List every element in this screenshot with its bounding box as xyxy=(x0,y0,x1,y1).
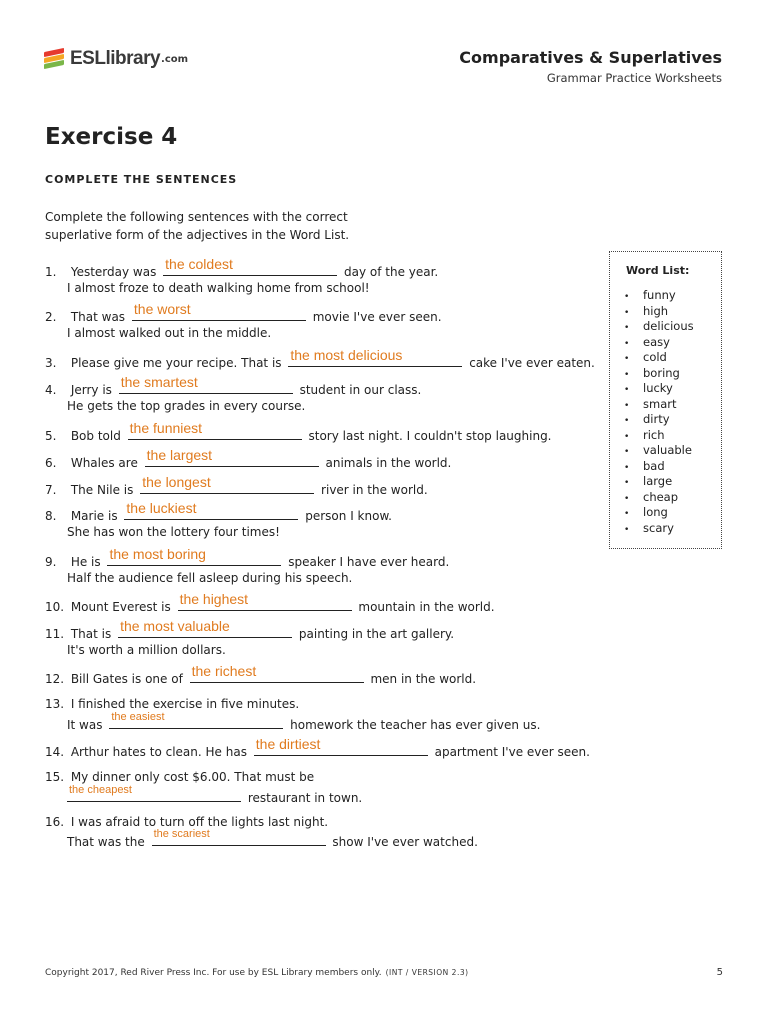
item-continuation: I almost froze to death walking home from school! xyxy=(67,281,370,295)
word-list-item: • scary xyxy=(624,521,694,537)
item-text: Arthur hates to clean. He has xyxy=(70,745,247,759)
answer-blank[interactable] xyxy=(163,256,337,276)
item-number: 1. xyxy=(45,265,57,279)
item-text: restaurant in town. xyxy=(247,791,363,805)
item-number: 15. xyxy=(45,770,65,784)
esl-library-logo xyxy=(44,46,188,72)
item-text: Marie is xyxy=(70,509,118,523)
answer-text: the funniest xyxy=(129,420,203,436)
answer-blank[interactable] xyxy=(128,420,302,440)
answer-text: the longest xyxy=(142,474,211,490)
item-text: Bill Gates is one of xyxy=(70,672,183,686)
answer-text: the richest xyxy=(191,663,257,679)
answer-text: the scariest xyxy=(153,828,210,840)
item-text: story last night. I couldn't stop laughing. xyxy=(308,429,552,443)
item-text: movie I've ever seen. xyxy=(312,310,442,324)
item-text: Yesterday was xyxy=(70,265,157,279)
word-list-item: • cold xyxy=(624,350,694,366)
item-number: 9. xyxy=(45,555,57,569)
item-continuation: He gets the top grades in every course. xyxy=(67,399,306,413)
word-list-item: • rich xyxy=(624,428,694,444)
answer-text: the most boring xyxy=(109,546,206,562)
word-list-box xyxy=(609,251,722,549)
item-number: 4. xyxy=(45,383,57,397)
answer-blank[interactable] xyxy=(140,474,314,494)
item-number: 7. xyxy=(45,483,57,497)
word-list-item: • cheap xyxy=(624,490,694,506)
item-text: It was xyxy=(67,718,103,732)
item-text: day of the year. xyxy=(343,265,439,279)
answer-blank[interactable] xyxy=(254,736,428,756)
instructions: Complete the following sentences with the correct superlative form of the adjectives in the Word List. xyxy=(45,210,350,242)
word-list-title: Word List: xyxy=(626,264,690,277)
answer-blank[interactable] xyxy=(190,663,364,683)
answer-text: the easiest xyxy=(111,711,165,723)
exercise-item-8 xyxy=(45,500,392,523)
word-list-item: • long xyxy=(624,505,694,521)
item-number: 2. xyxy=(45,310,57,324)
item-text: speaker I have ever heard. xyxy=(288,555,450,569)
item-continuation: She has won the lottery four times! xyxy=(67,525,280,539)
exercise-title: Exercise 4 xyxy=(45,124,178,150)
footer-copyright xyxy=(45,968,469,978)
item-text: Please give me your recipe. That is xyxy=(70,356,282,370)
item-text: That is xyxy=(70,627,112,641)
copyright-text: Copyright 2017, Red River Press Inc. For use by ESL Library members only. xyxy=(45,968,382,978)
exercise-item-5 xyxy=(45,420,552,443)
version-text: (INT / VERSION 2.3) xyxy=(385,968,469,977)
item-text: Jerry is xyxy=(70,383,112,397)
answer-text: the smartest xyxy=(120,374,198,390)
item-text: cake I've ever eaten. xyxy=(469,356,595,370)
exercise-item-1 xyxy=(45,256,439,279)
answer-blank[interactable] xyxy=(118,618,292,638)
item-text: He is xyxy=(70,555,101,569)
word-list-item: • bad xyxy=(624,459,694,475)
item-text: animals in the world. xyxy=(325,456,452,470)
item-number: 10. xyxy=(45,600,65,614)
item-text: I was afraid to turn off the lights last night. xyxy=(70,815,329,829)
item-text: Whales are xyxy=(70,456,138,470)
word-list-item: • dirty xyxy=(624,412,694,428)
item-number: 11. xyxy=(45,627,65,641)
word-list-item: • smart xyxy=(624,397,694,413)
word-list-item: • high xyxy=(624,304,694,320)
answer-text: the coldest xyxy=(165,256,233,272)
answer-text: the highest xyxy=(179,591,249,607)
item-text: homework the teacher has ever given us. xyxy=(290,718,541,732)
answer-blank[interactable] xyxy=(132,301,306,321)
item-text: The Nile is xyxy=(70,483,134,497)
answer-blank[interactable] xyxy=(152,828,326,846)
item-number: 6. xyxy=(45,456,57,470)
item-text: I finished the exercise in five minutes. xyxy=(70,697,300,711)
answer-blank[interactable] xyxy=(288,347,462,367)
exercise-item-6 xyxy=(45,447,452,470)
item-text: That was xyxy=(70,310,126,324)
item-number: 3. xyxy=(45,356,57,370)
exercise-item-11 xyxy=(45,618,455,641)
answer-text: the most delicious xyxy=(290,347,403,363)
logo-suffix: .com xyxy=(161,53,189,65)
word-list xyxy=(624,288,694,536)
item-text: river in the world. xyxy=(321,483,428,497)
answer-blank[interactable] xyxy=(109,711,283,729)
answer-blank[interactable] xyxy=(119,374,293,394)
answer-blank[interactable] xyxy=(145,447,319,467)
word-list-item: • large xyxy=(624,474,694,490)
exercise-item-7 xyxy=(45,474,428,497)
item-text: apartment I've ever seen. xyxy=(434,745,590,759)
item-continuation xyxy=(67,711,541,732)
word-list-item: • funny xyxy=(624,288,694,304)
item-number: 16. xyxy=(45,815,65,829)
answer-text: the largest xyxy=(146,447,213,463)
word-list-item: • easy xyxy=(624,335,694,351)
item-number: 14. xyxy=(45,745,65,759)
item-continuation: I almost walked out in the middle. xyxy=(67,326,272,340)
exercise-item-13 xyxy=(45,695,299,713)
answer-text: the cheapest xyxy=(69,784,132,796)
word-list-item: • boring xyxy=(624,366,694,382)
item-number: 12. xyxy=(45,672,65,686)
item-text: Mount Everest is xyxy=(70,600,171,614)
exercise-item-4 xyxy=(45,374,422,397)
answer-text: the luckiest xyxy=(126,500,197,516)
item-continuation: It's worth a million dollars. xyxy=(67,643,226,657)
item-number: 5. xyxy=(45,429,57,443)
item-text: My dinner only cost $6.00. That must be xyxy=(70,770,315,784)
logo-books-icon xyxy=(44,48,66,70)
item-text: That was the xyxy=(67,835,145,849)
item-continuation: Half the audience fell asleep during his speech. xyxy=(67,571,353,585)
answer-blank[interactable] xyxy=(67,784,241,802)
page-number: 5 xyxy=(716,967,723,978)
item-text: Bob told xyxy=(70,429,121,443)
exercise-item-10 xyxy=(45,591,495,614)
answer-blank[interactable] xyxy=(107,546,281,566)
item-text: men in the world. xyxy=(370,672,477,686)
item-number: 13. xyxy=(45,697,65,711)
exercise-item-12 xyxy=(45,663,477,686)
item-text: mountain in the world. xyxy=(358,600,495,614)
exercise-item-3 xyxy=(45,347,595,370)
answer-blank[interactable] xyxy=(178,591,352,611)
answer-blank[interactable] xyxy=(124,500,298,520)
answer-text: the worst xyxy=(133,301,191,317)
logo-text: ESLlibrary xyxy=(70,48,161,69)
worksheet-subtitle: Grammar Practice Worksheets xyxy=(546,71,722,85)
word-list-item: • lucky xyxy=(624,381,694,397)
section-heading: COMPLETE THE SENTENCES xyxy=(45,173,238,186)
item-text: show I've ever watched. xyxy=(332,835,478,849)
worksheet-title: Comparatives & Superlatives xyxy=(459,48,722,67)
item-text: person I know. xyxy=(305,509,392,523)
exercise-item-9 xyxy=(45,546,450,569)
item-continuation xyxy=(64,784,363,805)
exercise-item-14 xyxy=(45,736,590,759)
answer-text: the dirtiest xyxy=(255,736,321,752)
item-continuation xyxy=(67,828,478,849)
item-text: student in our class. xyxy=(299,383,422,397)
answer-text: the most valuable xyxy=(120,618,230,634)
word-list-item: • valuable xyxy=(624,443,694,459)
exercise-item-2 xyxy=(45,301,442,324)
item-text: painting in the art gallery. xyxy=(298,627,455,641)
item-number: 8. xyxy=(45,509,57,523)
word-list-item: • delicious xyxy=(624,319,694,335)
